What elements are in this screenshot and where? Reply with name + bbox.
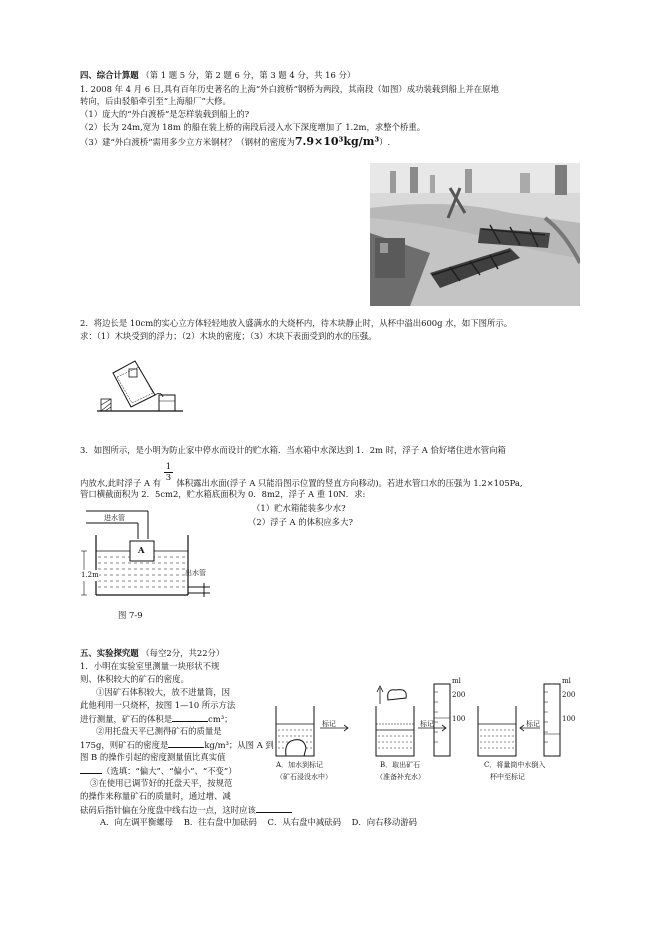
cyl2-tick-200: 200 [562, 691, 576, 699]
balance-blank[interactable] [256, 804, 292, 813]
q1-sub3 [80, 136, 390, 148]
fraction-one-third [164, 461, 174, 486]
q3-sub2: （2）浮子 A 的体积应多大? [248, 517, 353, 527]
caption-b1: B．取出矿石 [380, 761, 421, 769]
s5-line-2: 则、体积较大的矿石的密度。 [80, 674, 189, 684]
cyl1-tick-200: 200 [452, 691, 466, 699]
density-text: 175g，则矿石的密度是 [80, 740, 169, 750]
q3-line3: 管口横截面积为 2．5cm2，贮水箱底面积为 0．8m2，浮子 A 重 10N．求: [80, 489, 366, 499]
q3-line1: 3．如图所示，是小明为防止家中停水而设计的贮水箱．当水箱中水深达到 1．2m 时，浮子 A 恰好堵住进水管向箱 [80, 445, 506, 455]
q3-line2-end: 体积露出水面(浮子 A 只能沿图示位置的竖直方向移动)。若进水管口水的压强为 1.2×105Pa, [176, 478, 523, 488]
q1-sub1: （1）庞大的“外白渡桥”是怎样装载到船上的? [80, 109, 250, 119]
volume-blank[interactable] [172, 713, 208, 722]
water-tank-figure [80, 505, 230, 603]
volume-text: 进行测量，矿石的体积是 [80, 714, 173, 724]
q1-sub3-end: ）. [379, 137, 391, 147]
s5-line-4: 此他利用一只烧杯，按图 1—10 所示方法 [80, 700, 236, 710]
inlet-pipe-label: 进水管 [104, 514, 125, 522]
density-unit: kg/m³；从图 A 到 [204, 740, 274, 750]
q2-line2: 求：（1）木块受到的浮力；（2）木块的密度；（3）木块下表面受到的水的压强。 [80, 331, 377, 341]
section4-points: （第 1 题 5 分，第 2 题 6 分，第 3 题 4 分，共 16 分） [141, 70, 356, 80]
q3-sub1: （1）贮水箱能装多少水? [252, 503, 346, 513]
s5-line-14 [80, 804, 292, 816]
s5-line-11 [80, 765, 237, 777]
section5-points: （每空2分，共22分） [141, 648, 225, 658]
float-a-label: A [138, 545, 145, 555]
figure-caption: 图 7-9 [118, 610, 143, 620]
q1-line2: 转向，后由驳船牵引至“上海船厂”大修。 [80, 96, 231, 106]
outlet-pipe-label: 出水管 [185, 569, 206, 577]
fraction-numerator: 1 [165, 461, 172, 471]
section4-title [80, 70, 355, 81]
caption-a2: （矿石浸没水中） [276, 773, 332, 781]
options-row [100, 817, 417, 828]
balance-text: 砝码后指针偏在分度盘中线右边一点，这时应该 [80, 805, 256, 815]
s5-line-7: ②用托盘天平已测得矿石的质量是 [96, 726, 222, 736]
s5-line-13: 的操作来称量矿石的质量时，通过增、减 [80, 791, 231, 801]
bias-options: （选填：“偏大”、“偏小”、“不变”） [102, 766, 237, 776]
cyl1-tick-100: 100 [452, 715, 466, 723]
cyl2-tick-100: 100 [562, 715, 576, 723]
caption-c2: 杯中至标记 [490, 773, 525, 781]
beaker-overflow-figure [95, 355, 185, 417]
s5-line-5 [80, 713, 233, 725]
cyl2-unit: ml [562, 677, 571, 685]
q1-line1: 1. 2008 年 4 月 6 日,具有百年历史著名的上海“外白渡桥”钢桥为两段，其南段（如图）成功装载到船上并在原地 [80, 84, 499, 94]
option-d: D．向右移动游码 [351, 817, 417, 827]
bridge-photo [370, 163, 580, 306]
q3-line2-start: 内放水,此时浮子 A 有 [80, 478, 162, 488]
bias-blank[interactable] [80, 765, 102, 774]
section5-heading: 五、实验探究题 [80, 648, 139, 658]
section5-title [80, 648, 224, 659]
cyl1-unit: ml [452, 677, 461, 685]
mark-label-c: 标记 [526, 720, 540, 728]
q3-line2 [80, 461, 523, 489]
s5-line-12: ③在使用已调节好的托盘天平，按规范 [90, 778, 233, 788]
option-a: A．向左调平衡螺母 [100, 817, 174, 827]
q1-sub2: （2）长为 24m,宽为 18m 的船在装上桥的南段后浸入水下深度增加了 1.2m，求整个桥重。 [80, 122, 426, 132]
option-c: C．从右盘中减砝码 [267, 817, 341, 827]
q2-line1: 2．将边长是 10cm的实心立方体轻轻地放入盛满水的大烧杯内，待木块静止时，从杯中溢出600g 水，如下图所示。 [80, 318, 513, 328]
s5-line-1: 1．小明在实验室里测量一块形状不规 [80, 661, 220, 671]
mark-label-b: 标记 [420, 720, 434, 728]
option-b: B．往右盘中加砝码 [183, 817, 257, 827]
caption-a1: A．加水到标记 [276, 761, 324, 769]
s5-line-10: 图 B 的操作引起的密度测量值比真实值 [80, 752, 226, 762]
depth-label: 1.2m [81, 571, 99, 579]
volume-unit: cm³； [208, 714, 233, 724]
steel-density: 7.9×10³kg/m³ [294, 135, 380, 148]
s5-line-8 [80, 739, 274, 751]
caption-b2: （准备补充水） [376, 773, 425, 781]
section4-heading: 四、综合计算题 [80, 70, 139, 80]
caption-c1: C．将量筒中水倒入 [484, 761, 546, 769]
q1-sub3-text: （3）建“外白渡桥”需用多少立方米钢材？（钢材的密度为 [80, 137, 295, 147]
fraction-denominator: 3 [165, 472, 172, 482]
density-blank[interactable] [168, 739, 204, 748]
s5-line-3: ①因矿石体积较大，放不进量筒，因 [96, 687, 230, 697]
mark-label-a: 标记 [322, 720, 336, 728]
